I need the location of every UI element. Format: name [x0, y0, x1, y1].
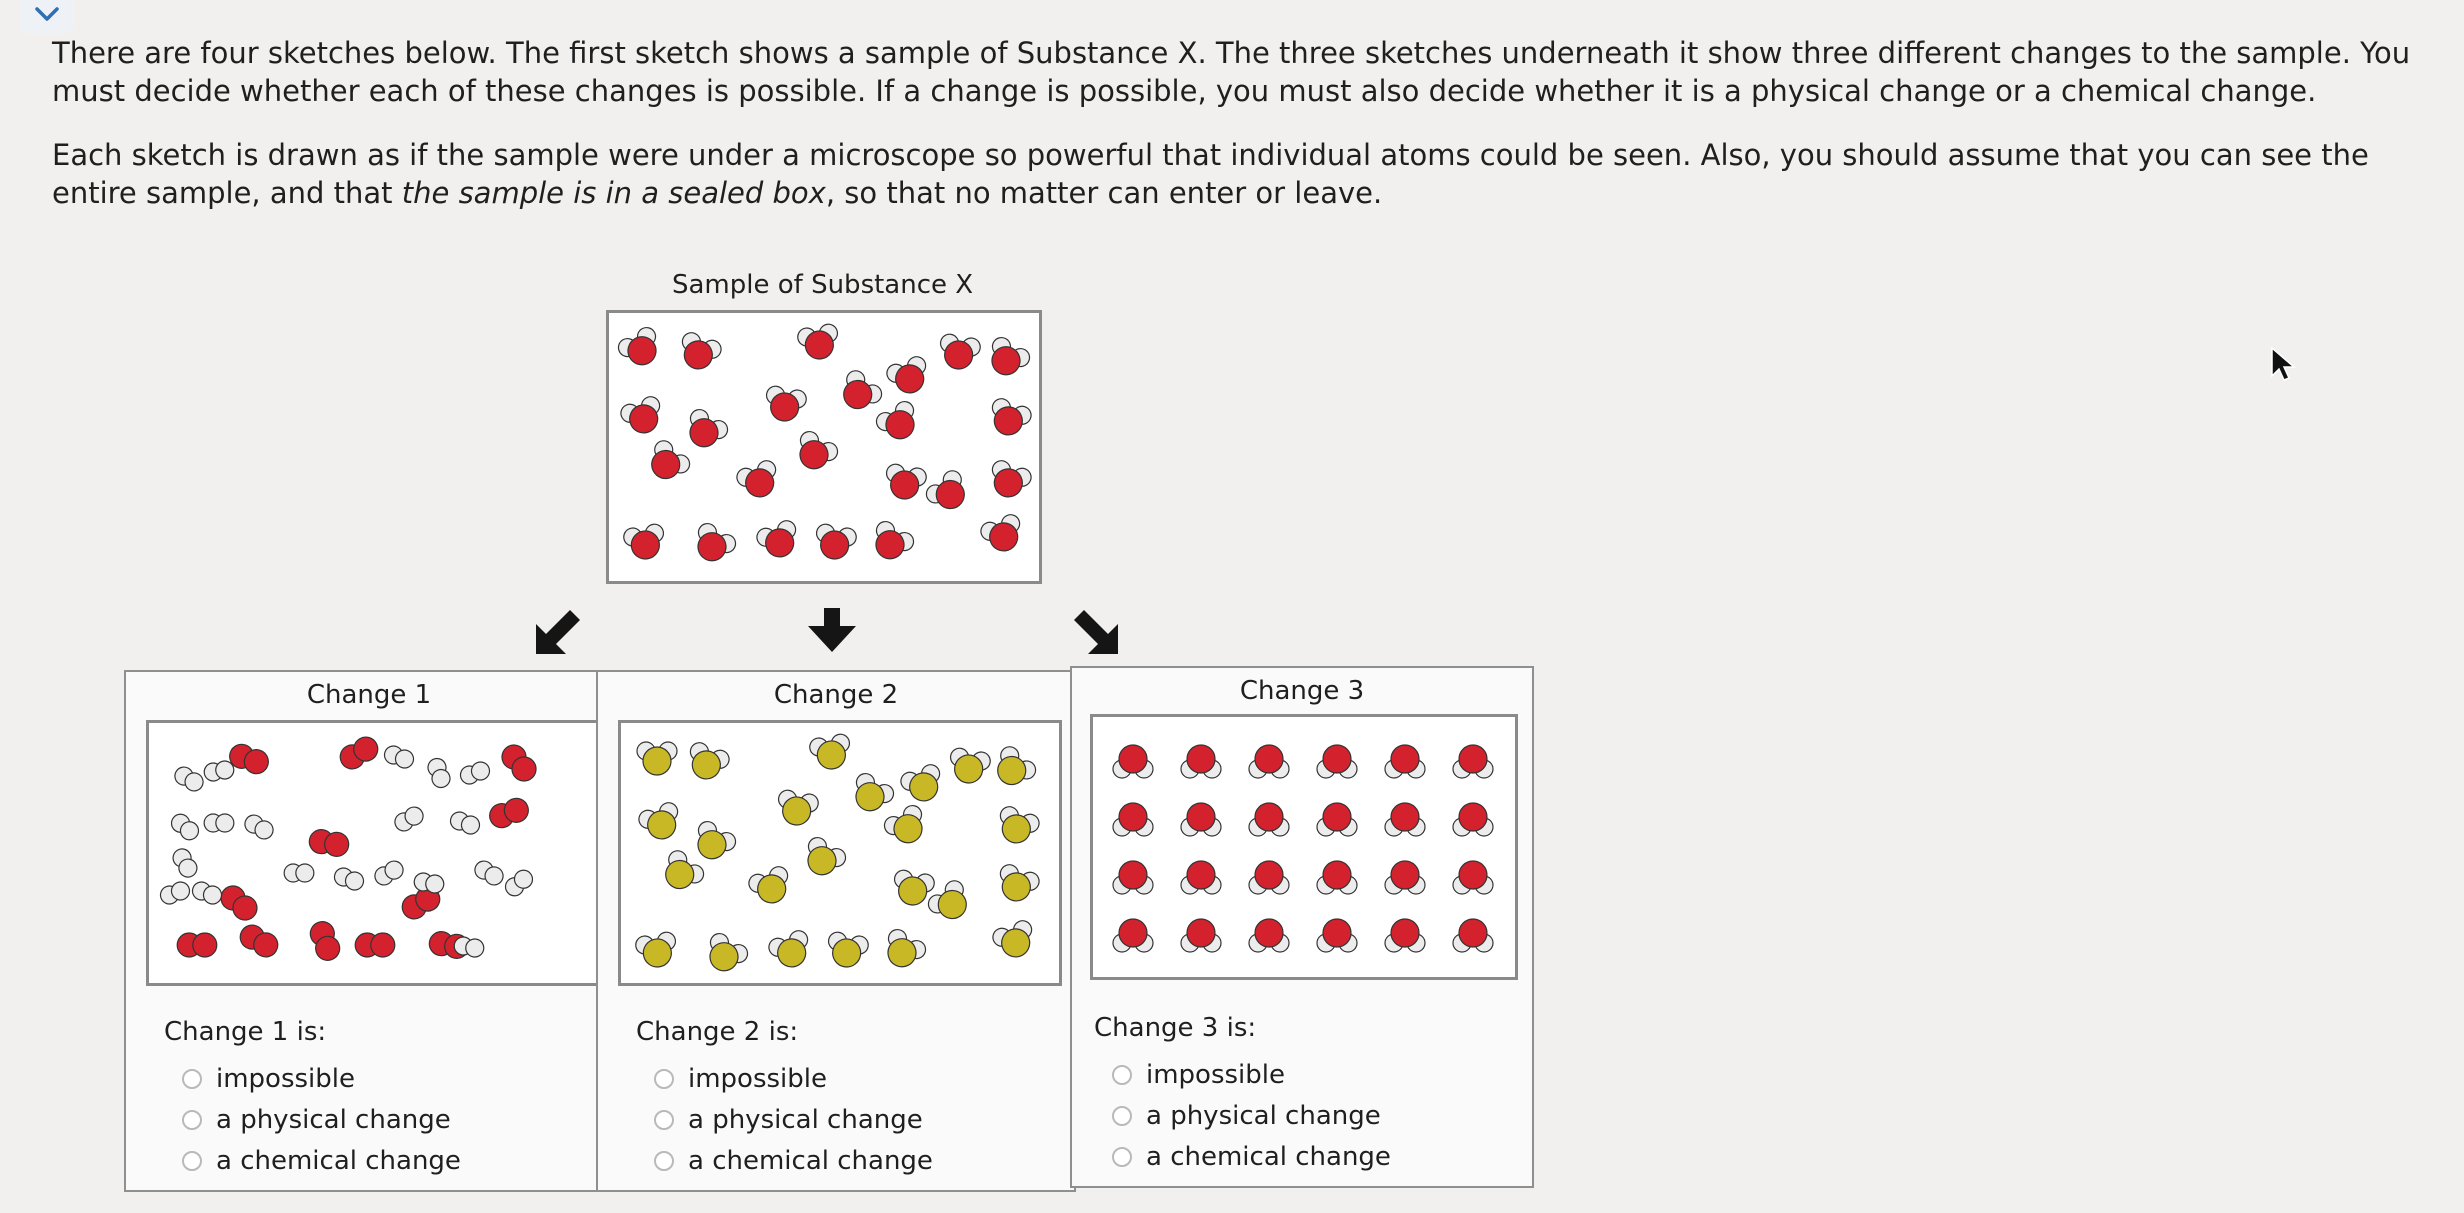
water-molecule: [1113, 861, 1153, 894]
atom: [193, 933, 217, 957]
atom: [1391, 919, 1419, 947]
hydrogen-molecule: [472, 858, 507, 888]
atom: [1391, 803, 1419, 831]
water-molecule: [1249, 919, 1289, 952]
option-label: impossible: [216, 1063, 356, 1094]
change-3-options: [1112, 1054, 1391, 1177]
oxygen-molecule: [216, 881, 262, 925]
atom: [296, 864, 314, 882]
water-molecule: [1181, 803, 1221, 836]
water-molecule: [1113, 803, 1153, 836]
hydrogen-molecule: [413, 872, 445, 895]
oxygen-molecule: [307, 828, 350, 859]
hydrogen-molecule: [458, 759, 492, 786]
atom: [646, 445, 685, 484]
water-molecule: [1249, 861, 1289, 894]
change-1-sketch: [146, 720, 602, 986]
water-molecule: [985, 396, 1034, 441]
atom: [1323, 919, 1351, 947]
atom: [643, 747, 671, 775]
atom: [1255, 803, 1283, 831]
radio-button[interactable]: [182, 1110, 202, 1130]
change-3-title: Change 3: [1239, 676, 1365, 706]
hydrogen-sulfide-molecule: [683, 740, 732, 785]
water-molecule: [813, 523, 858, 562]
question-prompt: [52, 34, 2442, 238]
water-molecule: [763, 385, 808, 424]
change-2-option-chemical[interactable]: [654, 1140, 933, 1181]
change-3-option-impossible[interactable]: [1112, 1054, 1391, 1095]
hydrogen-sulfide-molecule: [993, 804, 1042, 849]
water-molecule: [1453, 861, 1493, 894]
hydrogen-sulfide-molecule: [825, 931, 870, 970]
atom: [660, 855, 699, 894]
atom: [1119, 803, 1147, 831]
change-1-option-impossible[interactable]: [182, 1058, 461, 1099]
oxygen-molecule: [497, 740, 541, 786]
water-molecule: [688, 520, 739, 569]
oxygen-molecule: [486, 795, 531, 831]
hydrogen-sulfide-molecule: [775, 789, 820, 828]
change-1-options: [182, 1058, 461, 1181]
water-molecule: [734, 458, 783, 503]
water-molecule: [1317, 919, 1357, 952]
water-molecule: [1181, 861, 1221, 894]
hydrogen-molecule: [172, 764, 207, 794]
hydrogen-molecule: [284, 864, 314, 882]
hydrogen-molecule: [190, 879, 224, 906]
change-2-question: Change 2 is:: [636, 1017, 799, 1047]
radio-button[interactable]: [654, 1069, 674, 1089]
water-molecule: [1385, 745, 1425, 778]
hydrogen-sulfide-molecule: [846, 770, 897, 819]
prompt-emphasis: the sample is in a sealed box: [401, 176, 826, 210]
hydrogen-sulfide-molecule: [766, 928, 815, 973]
hydrogen-sulfide-molecule: [878, 926, 929, 975]
atom: [1119, 745, 1147, 773]
hydrogen-molecule: [242, 812, 277, 842]
water-molecule: [978, 512, 1027, 557]
water-molecule: [622, 523, 667, 562]
atom: [1323, 803, 1351, 831]
option-label: a physical change: [688, 1104, 923, 1135]
atom: [1119, 919, 1147, 947]
arrow-down-left-icon: [532, 606, 584, 658]
change-1-option-physical[interactable]: [182, 1099, 461, 1140]
option-label: impossible: [688, 1063, 828, 1094]
hydrogen-sulfide-molecule: [637, 742, 677, 775]
change-3-panel: [1070, 666, 1534, 1188]
collapse-toggle[interactable]: [20, 0, 74, 34]
water-molecule: [985, 458, 1034, 503]
water-molecule: [680, 406, 731, 455]
hydrogen-sulfide-molecule: [947, 747, 992, 786]
prompt-text: Each sketch is drawn as if the sample were under a microscope so powerful that individual atoms could be seen. Also, you should assume that you can see the entire sample, and that: [52, 138, 2369, 210]
water-molecule: [1113, 745, 1153, 778]
atom: [1323, 745, 1351, 773]
water-molecule: [1385, 803, 1425, 836]
option-label: a chemical change: [216, 1145, 461, 1176]
change-3-molecules: [1093, 717, 1519, 977]
chevron-down-icon: [34, 4, 60, 24]
arrow-down-right-icon: [1070, 606, 1122, 658]
oxygen-molecule: [355, 933, 395, 957]
hydrogen-sulfide-molecule: [808, 733, 853, 772]
hydrogen-molecule: [158, 879, 192, 906]
hydrogen-sulfide-molecule: [987, 743, 1039, 794]
change-2-title: Change 2: [773, 680, 899, 710]
water-molecule: [1181, 745, 1221, 778]
water-molecule: [1385, 919, 1425, 952]
change-2-options: [654, 1058, 933, 1181]
water-molecule: [982, 334, 1033, 383]
water-molecule: [1453, 919, 1493, 952]
change-1-panel: [124, 670, 614, 1192]
change-1-molecules: [149, 723, 603, 983]
atom: [1459, 745, 1487, 773]
arrow-down-icon: [802, 604, 862, 656]
change-3-option-chemical[interactable]: [1112, 1136, 1391, 1177]
atom: [1391, 745, 1419, 773]
water-molecule: [923, 467, 975, 518]
water-molecule: [790, 428, 841, 477]
radio-button[interactable]: [1112, 1065, 1132, 1085]
change-3-sketch: [1090, 714, 1518, 980]
hydrogen-molecule: [332, 865, 366, 892]
atom: [1187, 745, 1215, 773]
oxygen-molecule: [307, 918, 343, 963]
hydrogen-molecule: [203, 760, 235, 783]
hydrogen-molecule: [168, 811, 202, 844]
radio-button[interactable]: [1112, 1147, 1132, 1167]
change-2-option-physical[interactable]: [654, 1099, 933, 1140]
water-molecule: [1385, 861, 1425, 894]
hydrogen-sulfide-molecule: [993, 862, 1042, 907]
hydrogen-sulfide-molecule: [746, 864, 795, 909]
sample-sketch: [606, 310, 1042, 584]
water-molecule: [615, 324, 666, 373]
hydrogen-sulfide-molecule: [990, 918, 1039, 963]
oxygen-molecule: [336, 733, 382, 774]
atom: [1255, 745, 1283, 773]
hydrogen-sulfide-molecule: [655, 847, 707, 898]
atom: [1391, 861, 1419, 889]
sample-molecules: [609, 313, 1039, 581]
water-molecule: [1317, 803, 1357, 836]
prompt-text: , so that no matter can enter or leave.: [825, 176, 1383, 210]
change-2-panel: [596, 670, 1076, 1192]
option-label: impossible: [1146, 1059, 1286, 1090]
water-molecule: [1453, 803, 1493, 836]
atom: [371, 933, 395, 957]
hydrogen-molecule: [204, 814, 234, 832]
water-molecule: [937, 333, 982, 372]
water-molecule: [1181, 919, 1221, 952]
hydrogen-molecule: [382, 743, 416, 770]
water-molecule: [1453, 745, 1493, 778]
water-molecule: [1317, 861, 1357, 894]
hydrogen-molecule: [392, 804, 427, 834]
prompt-paragraph-1: There are four sketches below. The first sketch shows a sample of Substance X. The three sketches underneath it show three different changes to the sample. You must decide whether each of these changes is possible. If a change is possible, you must also decide whether it is a physical change or a chemical change.: [52, 36, 2411, 108]
hydrogen-sulfide-molecule: [688, 818, 739, 867]
change-2-option-impossible[interactable]: [654, 1058, 933, 1099]
hydrogen-molecule: [372, 858, 407, 888]
water-molecule: [833, 367, 885, 418]
atom: [1459, 803, 1487, 831]
change-3-option-physical[interactable]: [1112, 1095, 1391, 1136]
water-molecule: [1249, 803, 1289, 836]
hydrogen-molecule: [502, 867, 536, 900]
atom: [1255, 919, 1283, 947]
oxygen-molecule: [177, 933, 217, 957]
water-molecule: [641, 437, 693, 488]
radio-button[interactable]: [1112, 1106, 1132, 1126]
option-label: a chemical change: [688, 1145, 933, 1176]
oxygen-molecule: [236, 921, 282, 962]
atom: [1255, 861, 1283, 889]
water-molecule: [1113, 919, 1153, 952]
water-molecule: [796, 323, 841, 362]
hydrogen-sulfide-molecule: [700, 930, 751, 979]
option-label: a chemical change: [1146, 1141, 1391, 1172]
water-molecule: [883, 463, 928, 502]
hydrogen-sulfide-molecule: [634, 931, 679, 970]
atom: [1459, 861, 1487, 889]
hydrogen-molecule: [170, 846, 200, 881]
atom: [931, 475, 970, 514]
change-2-sketch: [618, 720, 1062, 986]
atom: [1323, 861, 1351, 889]
change-2-molecules: [621, 723, 1063, 983]
water-molecule: [1249, 745, 1289, 778]
hydrogen-molecule: [425, 756, 452, 790]
radio-button[interactable]: [654, 1151, 674, 1171]
water-molecule: [1317, 745, 1357, 778]
atom: [1459, 919, 1487, 947]
change-1-title: Change 1: [306, 680, 432, 710]
option-label: a physical change: [1146, 1100, 1381, 1131]
water-molecule: [618, 394, 667, 439]
change-1-option-chemical[interactable]: [182, 1140, 461, 1181]
water-molecule: [754, 518, 803, 563]
radio-button[interactable]: [182, 1151, 202, 1171]
hydrogen-sulfide-molecule: [636, 800, 685, 845]
water-molecule: [675, 330, 724, 375]
mouse-cursor-icon: [2268, 346, 2298, 386]
atom: [1187, 919, 1215, 947]
water-molecule: [884, 354, 933, 399]
change-3-question: Change 3 is:: [1094, 1013, 1257, 1043]
atom: [216, 814, 234, 832]
hydrogen-sulfide-molecule: [798, 834, 849, 883]
change-1-question: Change 1 is:: [164, 1017, 327, 1047]
prompt-paragraph-2: [52, 136, 2442, 212]
hydrogen-sulfide-molecule: [881, 802, 932, 851]
radio-button[interactable]: [182, 1069, 202, 1089]
radio-button[interactable]: [654, 1110, 674, 1130]
atom: [838, 375, 877, 414]
atom: [1119, 861, 1147, 889]
atom: [992, 751, 1031, 790]
atom: [1187, 861, 1215, 889]
atom: [1187, 803, 1215, 831]
atom: [933, 885, 972, 924]
sample-label: Sample of Substance X: [672, 270, 974, 300]
option-label: a physical change: [216, 1104, 451, 1135]
hydrogen-sulfide-molecule: [898, 762, 947, 807]
water-molecule: [866, 518, 917, 567]
hydrogen-molecule: [448, 809, 482, 836]
water-molecule: [873, 398, 924, 447]
